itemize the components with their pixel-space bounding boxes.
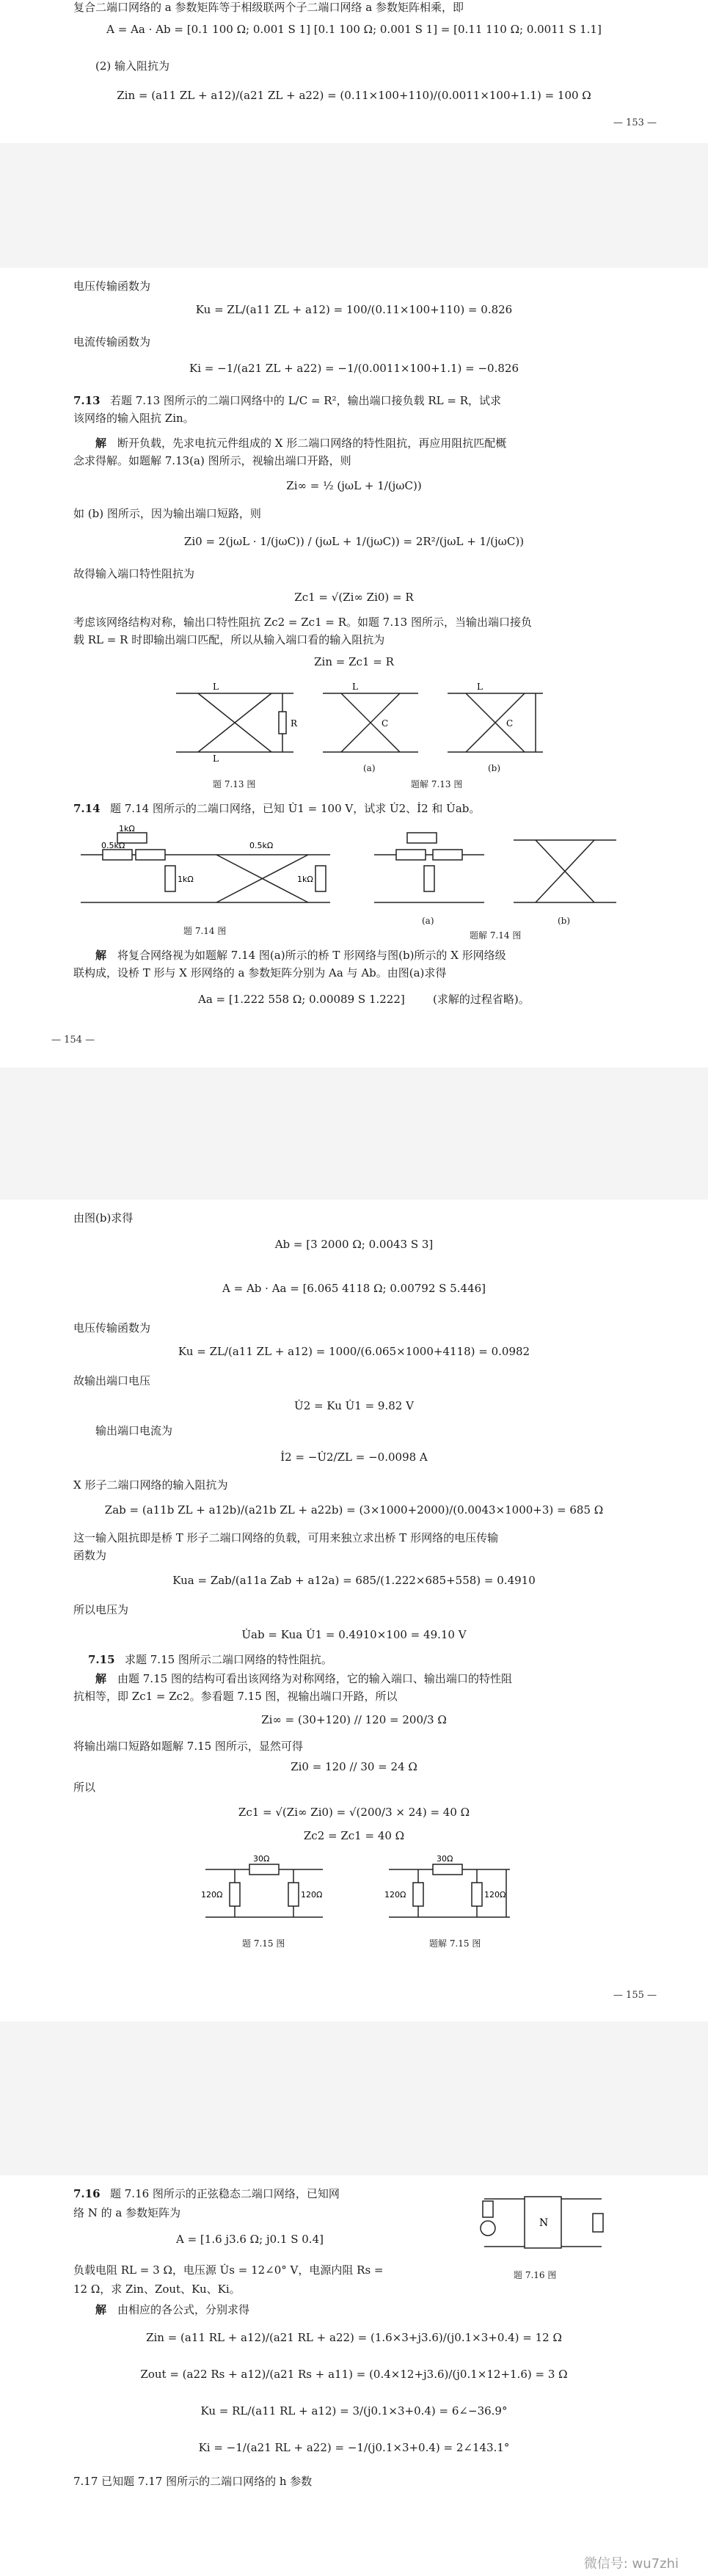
equation-aa-note: (求解的过程省略)。 [433, 993, 530, 1006]
equation-ab: Ab = [3 2000 Ω; 0.0043 S 3] [274, 1238, 434, 1251]
equation-ki: Ki = −1/(a21 RL + a22) = −1/(j0.1×3+0.4) = 2∠143.1° [198, 2441, 510, 2454]
equation-zin: Zin = (a11 RL + a12)/(a21 RL + a22) = (1.6×3+j3.6)/(j0.1×3+0.4) = 12 Ω [146, 2331, 562, 2344]
caption-7-13-b: (b) [488, 763, 501, 773]
equation-zab: Zab = (a11b ZL + a12b)/(a21b ZL + a22b) = (3×1000+2000)/(0.0043×1000+3) = 685 Ω [104, 1503, 604, 1517]
equation-zi-inf: Zi∞ = (30+120) // 120 = 200/3 Ω [261, 1713, 447, 1726]
solution-7-13-line-3: 如 (b) 图所示，因为输出端口短路，则 [73, 507, 261, 520]
solution-7-13-line-2: 念求得解。如题解 7.13(a) 图所示，视输出端口开路，则 [73, 454, 351, 467]
label-r30: 30Ω [253, 1854, 270, 1864]
problem-7-14-text: 题 7.14 图所示的二端口网络，已知 U̇1 = 100 V，试求 U̇2、İ2 和 U̇ab。 [110, 802, 481, 815]
solution-7-13-line-5: 考虑该网络结构对称，输出口特性阻抗 Zc2 = Zc1 = R。如题 7.13 图所示，当输出端口接负 [73, 616, 532, 629]
caption-7-15: 题 7.15 图 [242, 1938, 285, 1949]
equation-zi-open: Zi∞ = ½ (jωL + 1/(jωC)) [286, 479, 422, 492]
page-gap [0, 143, 708, 268]
page-number: — 155 — [613, 1990, 657, 2001]
solution-7-15-line-3: 将输出端口短路如题解 7.15 图所示，显然可得 [73, 1740, 303, 1753]
circuit-7-16 [470, 2188, 616, 2258]
caption-7-14-a: (a) [422, 916, 434, 926]
page-number: — 153 — [613, 117, 657, 128]
equation-u2: U̇2 = Ku U̇1 = 9.82 V [294, 1399, 414, 1412]
equation-zc1: Zc1 = √(Zi∞ Zi0) = √(200/3 × 24) = 40 Ω [238, 1806, 470, 1819]
svg-text:C: C [506, 718, 514, 729]
label-voltage-transfer: 电压传输函数为 [73, 280, 151, 293]
equation-ki: Ki = −1/(a21 ZL + a22) = −1/(0.0011×100+1.1) = −0.826 [189, 362, 519, 375]
equation-zc1: Zc1 = √(Zi∞ Zi0) = R [294, 591, 414, 604]
caption-7-14-solution: 题解 7.14 图 [470, 930, 522, 941]
label-r120-right-s: 120Ω [484, 1890, 506, 1900]
equation-a-product: A = Aa · Ab = [0.1 100 Ω; 0.001 S 1] [0.1 100 Ω; 0.001 S 1] = [0.11 110 Ω; 0.0011 S 1.1] [106, 23, 602, 36]
circuit-7-13a [315, 682, 426, 763]
caption-7-13-a: (a) [363, 763, 376, 773]
solution-7-14-line-1: 将复合网络视为如题解 7.14 图(a)所示的桥 T 形网络与图(b)所示的 X 形网络级 [117, 949, 506, 962]
equation-i2: İ2 = −U̇2/ZL = −0.0098 A [280, 1451, 428, 1464]
equation-ku: Ku = ZL/(a11 ZL + a12) = 100/(0.11×100+110) = 0.826 [195, 303, 513, 316]
svg-text:L: L [213, 682, 219, 692]
problem-7-17-text: 7.17 已知题 7.17 图所示的二端口网络的 h 参数 [73, 2475, 313, 2488]
page-154 [0, 279, 708, 1123]
label-r120-right: 120Ω [301, 1890, 323, 1900]
svg-text:R: R [291, 718, 298, 729]
solution-7-16-line-1: 由相应的各公式，分别求得 [117, 2303, 250, 2316]
label-from-fig-b: 由图(b)求得 [73, 1211, 134, 1225]
problem-7-15-text: 求题 7.15 图所示二端口网络的特性阻抗。 [125, 1653, 332, 1666]
page-155 [0, 1211, 708, 2032]
circuit-7-15 [198, 1855, 330, 1928]
label-r05k-x: 0.5kΩ [249, 841, 274, 850]
svg-text:L: L [352, 682, 358, 692]
equation-zi-short: Zi0 = 2(jωL · 1/(jωC)) / (jωL + 1/(jωC)) = 2R²/(jωL + 1/(jωC)) [183, 535, 525, 548]
svg-text:L: L [213, 754, 219, 764]
label-r1k-mid: 1kΩ [178, 875, 194, 884]
caption-7-14: 题 7.14 图 [183, 926, 227, 936]
caption-7-13: 题 7.13 图 [213, 779, 256, 789]
solution-7-13-line-6: 载 RL = R 时即输出端口匹配，所以从输入端口看的输入阻抗为 [73, 633, 385, 646]
label-output-current: 输出端口电流为 [95, 1424, 173, 1437]
label-x-input-impedance: X 形子二端口网络的输入阻抗为 [73, 1478, 228, 1492]
label-voltage-transfer: 电压传输函数为 [73, 1321, 151, 1335]
equation-aa: Aa = [1.222 558 Ω; 0.00089 S 1.222] [198, 993, 405, 1006]
label-r05k-left: 0.5kΩ [101, 841, 125, 850]
page-gap [0, 2021, 708, 2175]
solution-7-15-line-2: 抗相等，即 Zc1 = Zc2。参看题 7.15 图，视输出端口开路，所以 [73, 1690, 398, 1703]
subheading-input-impedance: (2) 输入阻抗为 [95, 59, 170, 73]
circuit-7-13b [440, 682, 550, 763]
label-r120-left-s: 120Ω [384, 1890, 406, 1900]
label-output-voltage: 故输出端口电压 [73, 1374, 151, 1387]
problem-7-16-text-1: 题 7.16 图所示的正弦稳态二端口网络，已知网 [110, 2187, 340, 2200]
solution-label-7-16: 解 [95, 2303, 107, 2316]
page-number: — 154 — [51, 1035, 95, 1046]
problem-7-13-text-2: 该网络的输入阻抗 Zin。 [73, 412, 194, 425]
label-r1k-top: 1kΩ [119, 824, 135, 833]
caption-7-16: 题 7.16 图 [514, 2270, 557, 2280]
problem-7-13-text-1: 若题 7.13 图所示的二端口网络中的 L/C = R²，输出端口接负载 RL = R，试求 [110, 394, 502, 407]
solution-label-7-15: 解 [95, 1672, 107, 1685]
text-bridge-t-2: 函数为 [73, 1549, 107, 1562]
caption-7-13-solution: 题解 7.13 图 [411, 779, 463, 789]
equation-kua: Kua = Zab/(a11a Zab + a12a) = 685/(1.222×685+558) = 0.4910 [172, 1574, 536, 1587]
solution-7-13-line-1: 断开负载，先求电抗元件组成的 X 形二端口网络的特性阻抗，再应用阻抗匹配概 [117, 437, 507, 450]
label-network-n: N [539, 2217, 549, 2229]
page-gap [0, 1068, 708, 1200]
circuit-7-14a [367, 825, 492, 913]
text-intro: 复合二端口网络的 a 参数矩阵等于相级联两个子二端口网络 a 参数矩阵相乘，即 [73, 1, 464, 14]
equation-uab: U̇ab = Kua U̇1 = 0.4910×100 = 49.10 V [241, 1628, 467, 1641]
solution-7-13-line-4: 故得输入端口特性阻抗为 [73, 567, 195, 580]
label-r120-left: 120Ω [201, 1890, 223, 1900]
problem-number-7-15: 7.15 [88, 1653, 115, 1666]
equation-zi0: Zi0 = 120 // 30 = 24 Ω [291, 1760, 417, 1773]
circuit-7-14 [73, 825, 337, 913]
equation-zin: Zin = (a11 ZL + a12)/(a21 ZL + a22) = (0.11×100+110)/(0.0011×100+1.1) = 100 Ω [117, 89, 591, 102]
equation-zin-r: Zin = Zc1 = R [314, 655, 394, 668]
caption-7-15-solution: 题解 7.15 图 [429, 1938, 481, 1949]
equation-a-product: A = Ab · Aa = [6.065 4118 Ω; 0.00792 S 5.446] [222, 1282, 486, 1295]
equation-zc2: Zc2 = Zc1 = 40 Ω [303, 1829, 405, 1842]
solution-7-15-line-4: 所以 [73, 1781, 96, 1794]
text-so-voltage: 所以电压为 [73, 1603, 129, 1616]
equation-zout: Zout = (a22 Rs + a12)/(a21 Rs + a11) = (0.4×12+j3.6)/(j0.1×12+1.6) = 3 Ω [140, 2368, 568, 2381]
label-r30-s: 30Ω [437, 1854, 453, 1864]
svg-text:C: C [382, 718, 389, 729]
solution-label-7-14: 解 [95, 949, 107, 962]
page-153 [0, 0, 708, 132]
text-bridge-t-1: 这一输入阻抗即是桥 T 形子二端口网络的负载，可用来独立求出桥 T 形网络的电压传输 [73, 1531, 499, 1544]
problem-number-7-13: 7.13 [73, 394, 101, 407]
problem-7-16-text-3: 负载电阻 RL = 3 Ω，电压源 U̇s = 12∠0° V，电源内阻 Rs = [73, 2263, 384, 2277]
svg-text:L: L [477, 682, 483, 692]
circuit-7-13 [169, 682, 301, 763]
caption-7-14-b: (b) [558, 916, 571, 926]
problem-7-16-text-2: 络 N 的 a 参数矩阵为 [73, 2206, 181, 2219]
solution-7-14-line-2: 联构成，设桥 T 形与 X 形网络的 a 参数矩阵分别为 Aa 与 Ab。由图(a)求得 [73, 966, 447, 979]
problem-number-7-16: 7.16 [73, 2187, 101, 2200]
equation-ku: Ku = ZL/(a11 ZL + a12) = 1000/(6.065×1000+4118) = 0.0982 [178, 1345, 530, 1358]
watermark: 微信号: wu7zhi [583, 2556, 679, 2572]
label-current-transfer: 电流传输函数为 [73, 335, 151, 349]
problem-7-16-text-4: 12 Ω，求 Zin、Zout、Ku、Ki。 [73, 2283, 241, 2296]
solution-7-15-line-1: 由题 7.15 图的结构可看出该网络为对称网络，它的输入端口、输出端口的特性阻 [117, 1672, 512, 1685]
equation-a-matrix: A = [1.6 j3.6 Ω; j0.1 S 0.4] [176, 2233, 324, 2246]
circuit-7-14b [506, 825, 624, 913]
problem-number-7-14: 7.14 [73, 802, 101, 815]
page-156 [0, 2186, 708, 2576]
circuit-7-15-solution [382, 1855, 521, 1928]
label-r1k-load: 1kΩ [297, 875, 313, 884]
solution-label: 解 [95, 437, 107, 450]
equation-ku: Ku = RL/(a11 RL + a12) = 3/(j0.1×3+0.4) = 6∠−36.9° [200, 2404, 508, 2418]
